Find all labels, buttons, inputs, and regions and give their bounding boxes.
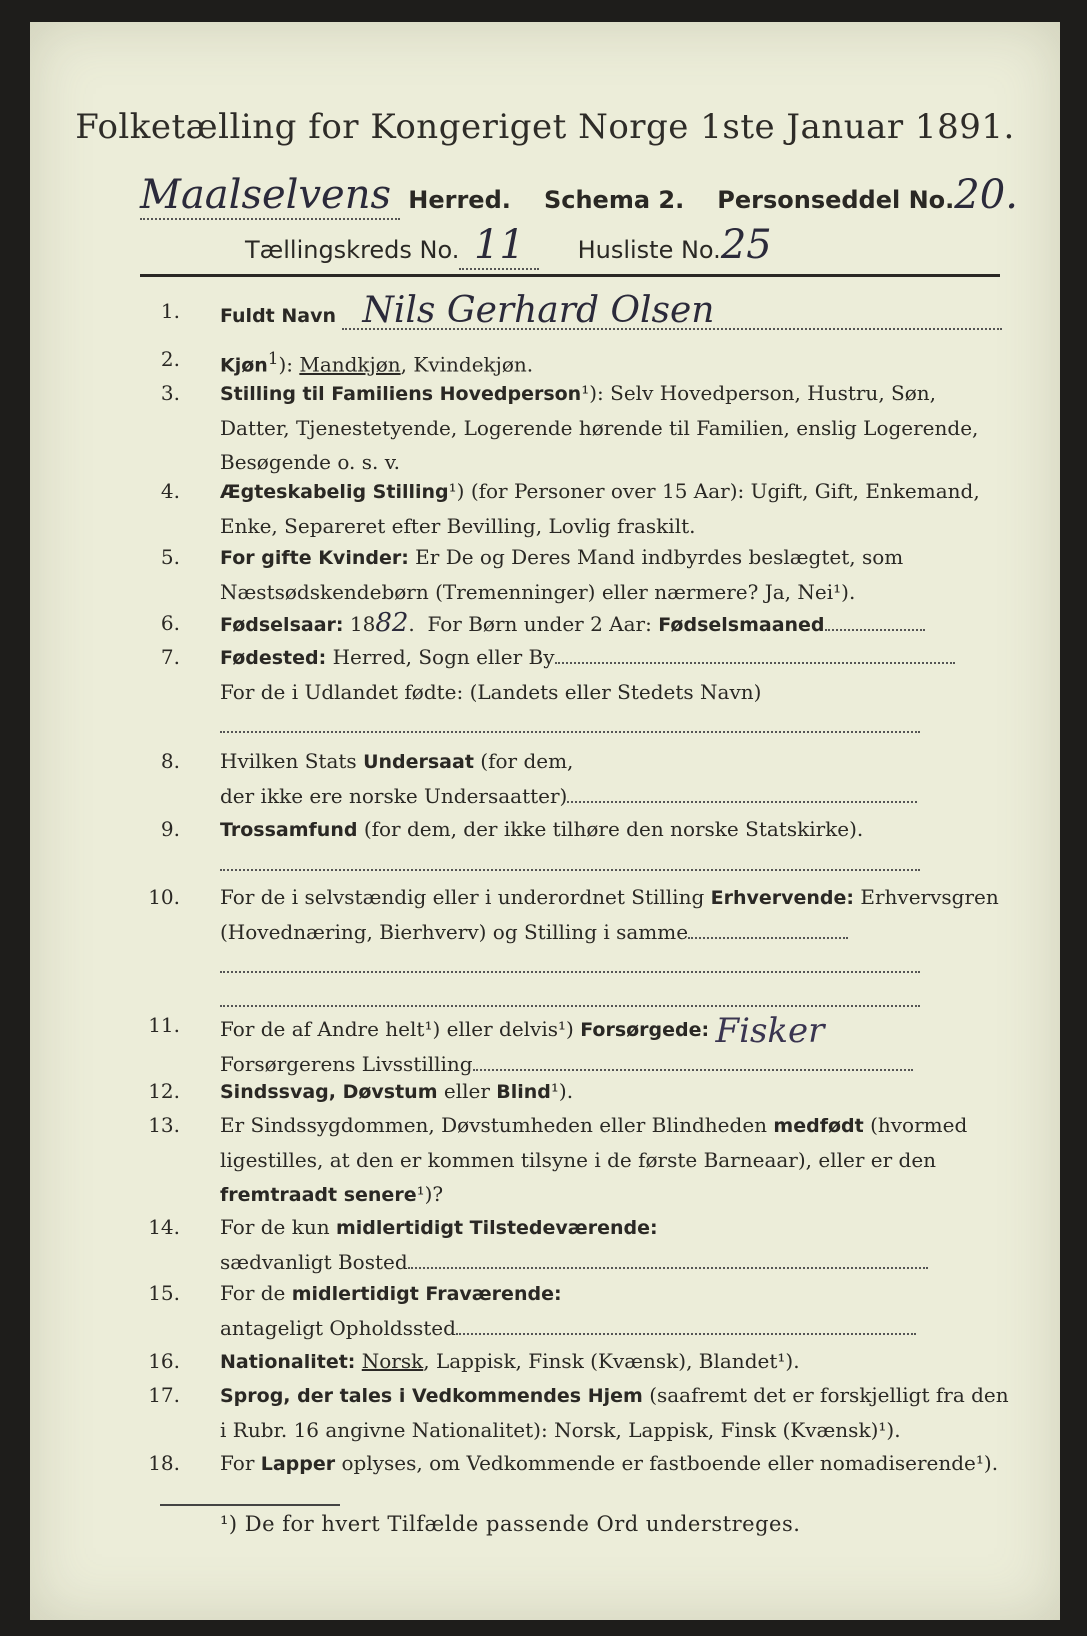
item-text-2: sædvanligt Bosted xyxy=(220,1250,408,1274)
personseddel-number: 20. xyxy=(954,172,1018,218)
item-label: Nationalitet: xyxy=(220,1351,356,1373)
item-label: Erhvervende: xyxy=(710,887,855,909)
item-text-3: der ikke ere norske Undersaatter) xyxy=(220,784,568,808)
item-text-2: (hvormed ligestilles, at den er kommen tilsyne i de første Barneaar), eller er den xyxy=(220,1113,968,1172)
item-label: For gifte Kvinder: xyxy=(220,547,409,569)
herred-row xyxy=(140,172,1018,220)
item-number: 4. xyxy=(160,479,180,503)
item-number: 9. xyxy=(160,817,180,841)
item-number: 1. xyxy=(160,299,180,323)
item-label: Undersaat xyxy=(363,751,474,773)
item-label: Forsørgede: xyxy=(580,1019,710,1041)
item-number: 2. xyxy=(160,347,180,371)
usual-residence-field xyxy=(408,1267,928,1269)
item-label: Fuldt Navn xyxy=(220,305,337,327)
item-number: 6. xyxy=(160,611,180,635)
foreign-birthplace-field xyxy=(220,731,920,733)
birthplace-field xyxy=(555,662,955,664)
kreds-number: 11 xyxy=(459,222,539,270)
item-text-2: (for dem, xyxy=(480,749,574,773)
item-text: Herred, Sogn eller By xyxy=(332,645,555,669)
item-label: Ægteskabelig Stilling xyxy=(220,481,449,503)
item-label: Stilling til Familiens Hovedperson xyxy=(220,383,582,405)
kreds-label: Tællingskreds No. xyxy=(245,236,460,264)
footnote: ¹) De for hvert Tilfælde passende Ord understreges. xyxy=(220,1512,801,1536)
item-text-2: Forsørgerens Livsstilling xyxy=(220,1052,473,1076)
footnote-rule xyxy=(160,1504,340,1506)
footnote-marker: 1 xyxy=(267,349,279,368)
nationality-option-norsk: Norsk xyxy=(361,1349,424,1373)
item-1-full-name xyxy=(140,290,1010,334)
item-label: Sindssvag, Døvstum xyxy=(220,1081,438,1103)
form-title: Folketælling for Kongeriget Norge 1ste Januar 1891. xyxy=(75,107,1015,147)
item-label: Lapper xyxy=(260,1453,336,1475)
item-number: 7. xyxy=(160,645,180,669)
item-text: For de af Andre helt¹) eller delvis¹) xyxy=(220,1017,574,1041)
item-number: 14. xyxy=(148,1215,180,1239)
item-text: Er Sindssygdommen, Døvstumheden eller Blindheden xyxy=(220,1113,768,1137)
item-number: 5. xyxy=(160,545,180,569)
kreds-row xyxy=(245,222,772,270)
item-text-2: For de i Udlandet fødte: (Landets eller Stedets Navn) xyxy=(220,680,762,704)
item-text: (for Personer over 15 Aar): Ugift, Gift, Enkemand, Enke, Separeret efter Bevilling, Lovlig fraskilt. xyxy=(220,479,980,538)
birth-month-field xyxy=(825,629,925,631)
citizenship-field xyxy=(567,801,917,803)
item-number: 3. xyxy=(160,381,180,405)
supporter-occupation-value: Fisker xyxy=(715,1011,825,1051)
item-text: Hvilken Stats xyxy=(220,749,357,773)
birth-year-prefix: 18 xyxy=(349,612,376,636)
item-number: 18. xyxy=(148,1451,180,1475)
husliste-label: Husliste No. xyxy=(577,236,721,264)
husliste-number: 25 xyxy=(720,222,772,268)
sex-option-female: Kvindekjøn. xyxy=(413,352,534,377)
header-rule xyxy=(140,274,1000,277)
item-text: For xyxy=(220,1451,255,1475)
item-text: Selv Hovedperson, Hustru, Søn, Datter, Tjenestetyende, Logerende hørende til Familien, enslig Logerende, Besøgende o. s. v. xyxy=(220,381,979,474)
item-label: Kjøn xyxy=(220,354,268,377)
item-number: 10. xyxy=(148,885,180,909)
schema-label: Schema 2. xyxy=(543,186,685,214)
nationality-options: Lappisk, Finsk (Kvænsk), Blandet xyxy=(435,1349,778,1373)
religion-field xyxy=(220,869,920,871)
item-text: eller xyxy=(443,1079,490,1103)
item-label: Fødested: xyxy=(220,647,327,669)
item-text: Er De og Deres Mand indbyrdes beslægtet, som Næstsødskendebørn (Tremenninger) eller nærmere? Ja, Nei xyxy=(220,545,904,604)
herred-name: Maalselvens xyxy=(140,172,400,220)
item-text-2: oplyses, om Vedkommende er fastboende eller nomadiserende xyxy=(341,1451,976,1475)
occupation-field xyxy=(688,937,848,939)
supporter-field xyxy=(473,1069,913,1071)
item-label: midlertidigt Fraværende: xyxy=(291,1283,562,1305)
item-number: 13. xyxy=(148,1113,180,1137)
item-text: For Børn under 2 Aar: xyxy=(427,612,652,636)
birth-month-label: Fødselsmaaned xyxy=(658,614,825,636)
item-label-2: Blind xyxy=(496,1081,551,1103)
birth-year-value: 82 xyxy=(375,608,409,638)
personseddel-label: Personseddel No. xyxy=(717,186,955,214)
item-text: (saafremt det er forskjelligt fra den i Rubr. 16 angivne Nationalitet): Norsk, Lappisk, Finsk (Kvænsk) xyxy=(220,1383,1009,1442)
item-label-2: fremtraadt senere xyxy=(220,1184,417,1206)
item-number: 11. xyxy=(148,1013,180,1037)
herred-label: Herred. xyxy=(408,186,511,214)
item-number: 16. xyxy=(148,1349,180,1373)
occupation-field-3 xyxy=(220,1005,920,1007)
item-text: (for dem, der ikke tilhøre den norske Statskirke). xyxy=(363,817,864,841)
item-text-2: antageligt Opholdssted xyxy=(220,1316,456,1340)
item-number: 8. xyxy=(160,749,180,773)
item-label: medfødt xyxy=(773,1115,864,1137)
item-text-2: Erhvervsgren (Hovednæring, Bierhverv) og Stilling i samme xyxy=(220,885,999,944)
item-number: 15. xyxy=(148,1281,180,1305)
item-text: For de i selvstændig eller i underordnet Stilling xyxy=(220,885,705,909)
full-name-value: Nils Gerhard Olsen xyxy=(342,294,1002,330)
whereabouts-field xyxy=(456,1333,916,1335)
item-label: Trossamfund xyxy=(220,819,358,841)
sex-option-male: Mandkjøn xyxy=(299,352,401,377)
item-number: 12. xyxy=(148,1079,180,1103)
census-form-sheet: Folketælling for Kongeriget Norge 1ste Januar 1891. Maalselvens Herred. Schema 2. Personseddel No.20. Tællingskreds No. 11 Husliste No.25 1. Fuldt Navn Nils Gerhard Olsen 2. Kjøn$^1$): Mandkjøn, Kvindekjøn. 3. Stilling til Familiens Hovedperson¹): Selv Hovedperson, Hustru, Søn, Datter, Tjenestetyende, Logerende hørende til Familien, enslig Logerende, Besøgende o. s. v. 4. Ægteskabelig Stilling¹) (for Personer over 15 Aar): Ugift, Gift, Enkemand, Enke, Separeret efter Bevilling, Lovlig fraskilt. 5. For gifte Kvinder: Er De og Deres Mand indbyrdes beslægtet, som Næstsødskendebørn (Tremenninger) eller nærmere? Ja, Nei¹). 6. Fødselsaar: 1882. For Børn under 2 Aar: Fødselsmaaned 7. Fødested: Herred, Sogn eller By For de i Udlandet fødte: (Landets eller Stedets Navn) 8. Hvilken Stats Undersaat (for dem, der ikke ere norske Undersaatter) 9. Trossamfund (for dem, der ikke tilhøre den norske Statskirke). 10. For de i selvstændig eller i underordnet Stilling Erhvervende: Erhvervsgren (Hovednæring, Bierhverv) og Stilling i samme 11. For de af Andre helt¹) eller delvis¹) Forsørgede: Fisker Forsørgerens Livsstilling 12. Sindssvag, Døvstum eller Blind¹). 13. Er Sindssygdommen, Døvstumheden eller Blindheden medfødt (hvormed ligestilles, at den er kommen tilsyne i de første Barneaar), eller er den fremtraadt senere¹)? 14. For de kun midlertidigt Tilstedeværende: sædvanligt Bosted 15. For de midlertidigt Fraværende: antageligt Opholdssted 16. Nationalitet: Norsk, Lappisk, Finsk (Kvænsk), Blandet¹). 17. Sprog, der tales i Vedkommendes Hjem (saafremt det er forskjelligt fra den i Rubr. 16 angivne Nationalitet): Norsk, Lappisk, Finsk (Kvænsk)¹). 18. For Lapper oplyses, om Vedkommende er fastboende eller nomadiserende¹). ¹) De for hvert Tilfælde passende Ord understreges. xyxy=(30,22,1060,1620)
item-number: 17. xyxy=(148,1383,180,1407)
item-text: For de kun xyxy=(220,1215,330,1239)
item-label: Fødselsaar: xyxy=(220,614,344,636)
occupation-field-2 xyxy=(220,971,920,973)
item-label: Sprog, der tales i Vedkommendes Hjem xyxy=(220,1385,643,1407)
item-text: For de xyxy=(220,1281,286,1305)
item-label: midlertidigt Tilstedeværende: xyxy=(335,1217,658,1239)
